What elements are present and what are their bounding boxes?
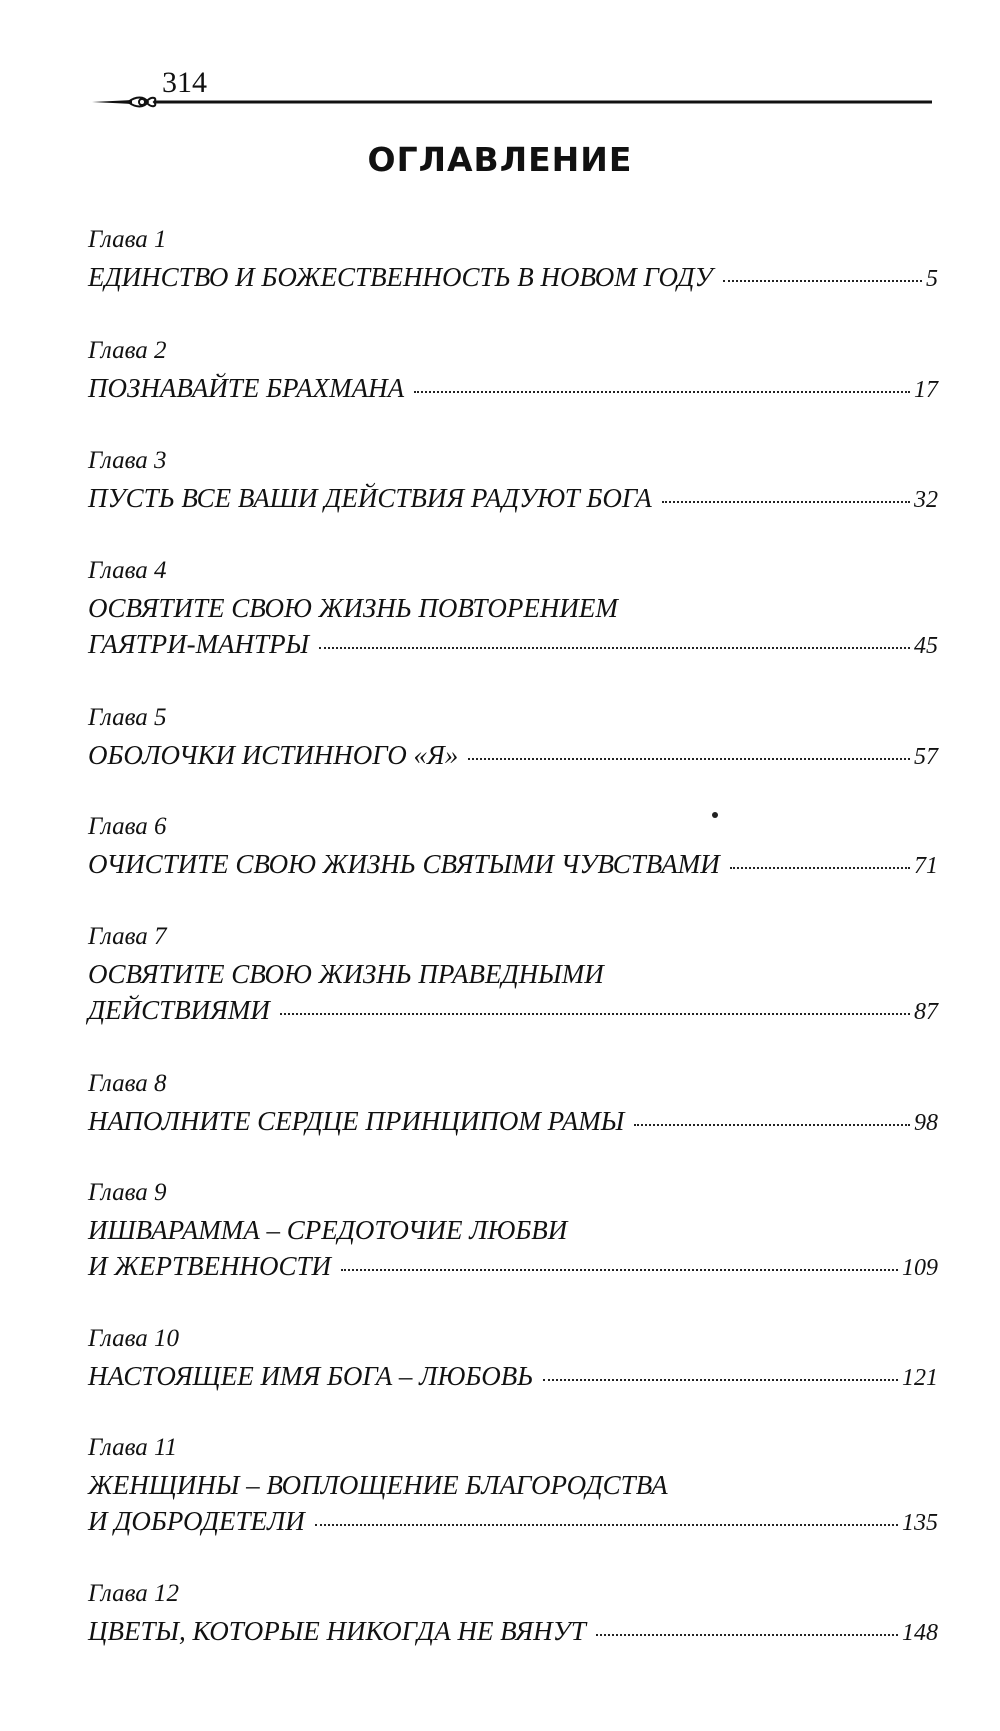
dot-leader [468, 758, 910, 760]
chapter-title: ЕДИНСТВО И БОЖЕСТВЕННОСТЬ В НОВОМ ГОДУ [88, 262, 713, 292]
chapter-label: Глава 2 [88, 337, 167, 364]
dot-leader [315, 1524, 898, 1526]
chapter-title-line [88, 1613, 938, 1649]
chapter-title: ЦВЕТЫ, КОТОРЫЕ НИКОГДА НЕ ВЯНУТ [88, 1616, 586, 1646]
chapter-title-line [88, 1467, 938, 1503]
print-speck [712, 812, 718, 818]
chapter-title: ОБОЛОЧКИ ИСТИННОГО «Я» [88, 740, 459, 770]
chapter-title: ОСВЯТИТЕ СВОЮ ЖИЗНЬ ПРАВЕДНЫМИ [88, 959, 604, 989]
chapter-title-line [88, 259, 938, 295]
chapter-title: НАСТОЯЩЕЕ ИМЯ БОГА – ЛЮБОВЬ [88, 1361, 534, 1391]
toc-entry [88, 1324, 938, 1394]
page-reference: 98 [914, 1110, 938, 1136]
page-title: ОГЛАВЛЕНИЕ [367, 140, 633, 179]
chapter-title-line [88, 1503, 938, 1539]
chapter-label: Глава 8 [88, 1070, 167, 1097]
toc-entry [88, 922, 938, 1028]
chapter-title-line [88, 846, 938, 882]
toc-entry [88, 1069, 938, 1139]
page-reference: 45 [914, 633, 938, 659]
dot-leader [596, 1634, 898, 1636]
page-number: 314 [162, 66, 207, 99]
toc-entry [88, 812, 938, 882]
toc-entry [88, 703, 938, 773]
chapter-title: ДЕЙСТВИЯМИ [88, 995, 270, 1025]
chapter-title: ЖЕНЩИНЫ – ВОПЛОЩЕНИЕ БЛАГОРОДСТВА [88, 1470, 668, 1500]
chapter-title: ОЧИСТИТЕ СВОЮ ЖИЗНЬ СВЯТЫМИ ЧУВСТВАМИ [88, 849, 720, 879]
dot-leader [341, 1269, 898, 1271]
chapter-label: Глава 4 [88, 557, 167, 584]
page-reference: 17 [914, 377, 938, 403]
chapter-label: Глава 6 [88, 813, 167, 840]
chapter-label: Глава 11 [88, 1434, 178, 1461]
chapter-label: Глава 7 [88, 923, 167, 950]
toc-entry [88, 1433, 938, 1539]
chapter-label: Глава 5 [88, 704, 167, 731]
chapter-title-line [88, 1358, 938, 1394]
toc-entry [88, 446, 938, 516]
toc-entry [88, 556, 938, 662]
chapter-title-line [88, 992, 938, 1028]
dot-leader [662, 501, 910, 503]
page-reference: 5 [926, 266, 938, 292]
page-reference: 57 [914, 744, 938, 770]
page-header [92, 66, 932, 116]
chapter-label: Глава 12 [88, 1580, 180, 1607]
dot-leader [319, 647, 910, 649]
dot-leader [280, 1013, 910, 1015]
chapter-title: НАПОЛНИТЕ СЕРДЦЕ ПРИНЦИПОМ РАМЫ [88, 1106, 625, 1136]
dot-leader [634, 1124, 910, 1126]
chapter-label: Глава 10 [88, 1325, 180, 1352]
ornament-rule-icon [92, 94, 932, 110]
chapter-label: Глава 3 [88, 447, 167, 474]
chapter-title: ПУСТЬ ВСЕ ВАШИ ДЕЙСТВИЯ РАДУЮТ БОГА [88, 483, 652, 513]
chapter-title-line [88, 1103, 938, 1139]
dot-leader [543, 1379, 898, 1381]
toc-entry [88, 336, 938, 406]
chapter-title: ГАЯТРИ-МАНТРЫ [88, 629, 310, 659]
chapter-title: И ЖЕРТВЕННОСТИ [88, 1251, 331, 1281]
toc-entry [88, 1178, 938, 1284]
chapter-title: И ДОБРОДЕТЕЛИ [88, 1506, 305, 1536]
dot-leader [414, 391, 910, 393]
page-reference: 135 [902, 1510, 938, 1536]
page-reference: 71 [914, 853, 938, 879]
page-reference: 121 [902, 1365, 938, 1391]
page-reference: 148 [902, 1620, 938, 1646]
toc-entry [88, 225, 938, 295]
chapter-title: ОСВЯТИТЕ СВОЮ ЖИЗНЬ ПОВТОРЕНИЕМ [88, 593, 618, 623]
chapter-title-line [88, 590, 938, 626]
dot-leader [730, 867, 910, 869]
chapter-title-line [88, 1248, 938, 1284]
chapter-title: ИШВАРАММА – СРЕДОТОЧИЕ ЛЮБВИ [88, 1215, 568, 1245]
page-reference: 109 [902, 1255, 938, 1281]
chapter-title-line [88, 626, 938, 662]
chapter-title-line [88, 480, 938, 516]
chapter-title-line [88, 956, 938, 992]
chapter-title-line [88, 1212, 938, 1248]
chapter-title-line [88, 370, 938, 406]
dot-leader [723, 280, 922, 282]
chapter-title-line [88, 737, 938, 773]
page-reference: 87 [914, 999, 938, 1025]
page-reference: 32 [914, 487, 938, 513]
chapter-label: Глава 9 [88, 1179, 167, 1206]
chapter-label: Глава 1 [88, 226, 167, 253]
toc-entry [88, 1579, 938, 1649]
chapter-title: ПОЗНАВАЙТЕ БРАХМАНА [88, 373, 405, 403]
